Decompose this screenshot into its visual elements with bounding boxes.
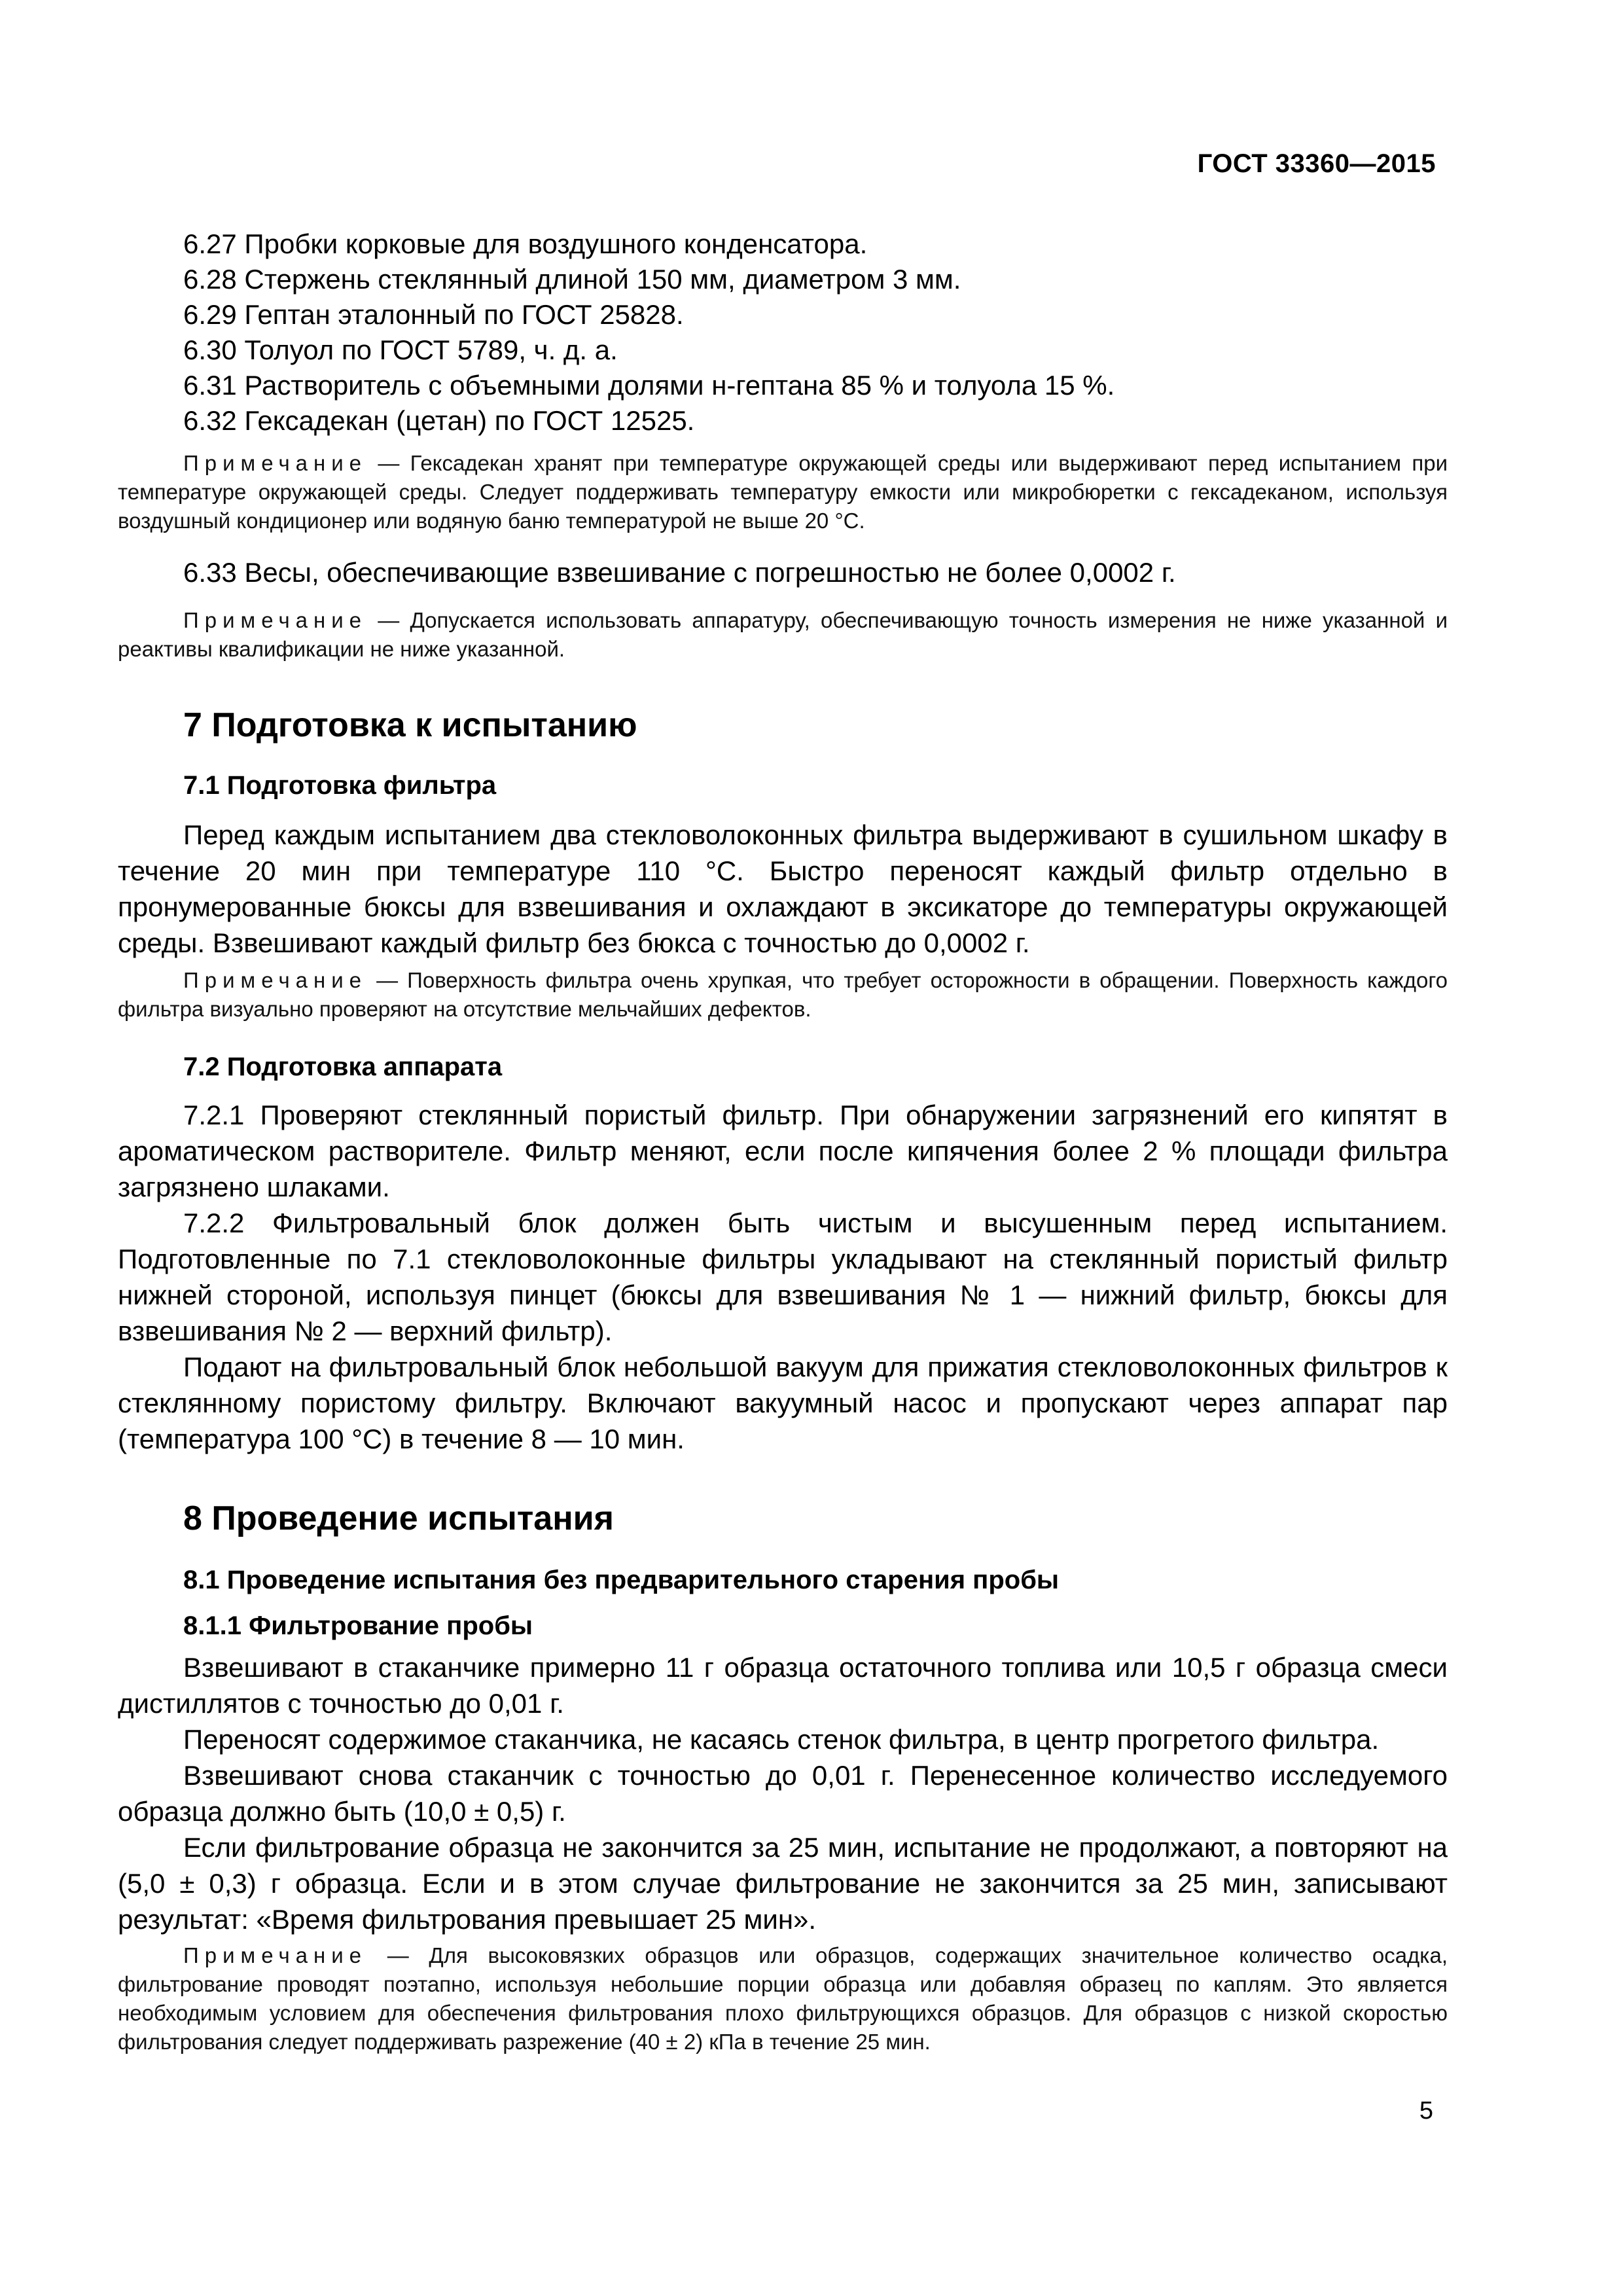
subsection-7-1-title: 7.1 Подготовка фильтра [183,771,497,800]
paragraph-8-1-1-weigh: Взвешивают в стаканчике примерно 11 г образца остаточного топлива или 10,5 г образца смеси дистиллятов с точностью до 0,01 г. [118,1652,1448,1719]
list-item: 6.32 Гексадекан (цетан) по ГОСТ 12525. [183,405,695,436]
item-6-33 [118,555,1448,590]
note-text: — Допускается использовать аппаратуру, обеспечивающую точность измерения не ниже указанной и реактивы квалификации не ниже указанной. [118,608,1448,661]
section-7-title: 7 Подготовка к испытанию [183,706,637,744]
subsection-8-1-title: 8.1 Проведение испытания без предварительного старения пробы [183,1566,1060,1594]
list-item: 6.27 Пробки корковые для воздушного конденсатора. [183,228,868,259]
note-label: Примечание [183,1943,368,1967]
list-item: 6.30 Толуол по ГОСТ 5789, ч. д. а. [183,334,618,365]
subsection-8-1-1-title: 8.1.1 Фильтрование пробы [183,1611,533,1640]
subsection-7-2-title: 7.2 Подготовка аппарата [183,1052,503,1081]
note-equipment [118,606,1448,664]
list-item: 6.33 Весы, обеспечивающие взвешивание с погрешностью не более 0,0002 г. [183,557,1176,588]
note-text: — Поверхность фильтра очень хрупкая, что требует осторожности в обращении. Поверхность каждого фильтра визуально проверяют на отсутствие мельчайших дефектов. [118,968,1448,1021]
note-viscous [118,1941,1448,2056]
paragraph-7-2-vacuum: Подают на фильтровальный блок небольшой вакуум для прижатия стекловолоконных фильтров к стеклянному пористому фильтру. Включают вакуумный насос и пропускают через аппарат пар (температура 100 °С) в течение 8 — 10 мин. [118,1352,1448,1454]
list-item: 6.28 Стержень стеклянный длиной 150 мм, диаметром 3 мм. [183,264,961,295]
list-item: 6.31 Растворитель с объемными долями н-гептана 85 % и толуола 15 %. [183,370,1115,401]
note-filter [118,966,1448,1024]
note-text: — Для высоковязких образцов или образцов, содержащих значительное количество осадка, фильтрование проводят поэтапно, используя небольшие порции образца или добавляя образец по каплям. Это является необходимым условием для обеспечения фильтрования плохо фильтрующихся образцов. Для образцов с низкой скоростью фильтрования следует поддерживать разрежение (40 ± 2) кПа в течение 25 мин. [118,1943,1448,2054]
paragraph-8-1-1-timeout: Если фильтрование образца не закончится за 25 мин, испытание не продолжают, а повторяют на (5,0 ± 0,3) г образца. Если и в этом случае фильтрование не закончится за 25 мин, записывают результат: «Время фильтрования превышает 25 мин». [118,1832,1448,1935]
paragraph-7-2-2: 7.2.2 Фильтровальный блок должен быть чистым и высушенным перед испытанием. Подготовленные по 7.1 стекловолоконные фильтры укладывают на стеклянный пористый фильтр нижней стороной, используя пинцет (бюксы для взвешивания № 1 — нижний фильтр, бюксы для взвешивания № 2 — верхний фильтр). [118,1208,1448,1346]
paragraph-7-1: Перед каждым испытанием два стекловолоконных фильтра выдерживают в сушильном шкафу в течение 20 мин при температуре 110 °С. Быстро переносят каждый фильтр отдельно в пронумерованные бюксы для взвешивания и охлаждают в эксикаторе до температуры окружающей среды. Взвешивают каждый фильтр без бюкса с точностью до 0,0002 г. [118,819,1448,958]
note-text: — Гексадекан хранят при температуре окружающей среды или выдерживают перед испытанием при температуре окружающей среды. Следует поддерживать температуру емкости или микробюретки с гексадеканом, используя воздушный кондиционер или водяную баню температурой не выше 20 °С. [118,451,1448,533]
paragraph-8-1-1-reweigh: Взвешивают снова стаканчик с точностью до 0,01 г. Перенесенное количество исследуемого образца должно быть (10,0 ± 0,5) г. [118,1760,1448,1827]
paragraph-8-1-1-transfer: Переносят содержимое стаканчика, не касаясь стенок фильтра, в центр прогретого фильтра. [183,1724,1380,1755]
page-number: 5 [1419,2097,1433,2125]
paragraph-7-2-1: 7.2.1 Проверяют стеклянный пористый фильтр. При обнаружении загрязнений его кипятят в ароматическом растворителе. Фильтр меняют, если после кипячения более 2 % площади фильтра загрязнено шлаками. [118,1100,1448,1202]
document-code: ГОСТ 33360—2015 [1197,149,1436,178]
equipment-list [118,226,1448,439]
list-item: 6.29 Гептан эталонный по ГОСТ 25828. [183,299,684,330]
section-8-title: 8 Проведение испытания [183,1499,614,1537]
note-hexadecane [118,449,1448,535]
note-label: Примечание [183,608,368,632]
note-label: Примечание [183,451,368,475]
note-label: Примечание [183,968,368,992]
